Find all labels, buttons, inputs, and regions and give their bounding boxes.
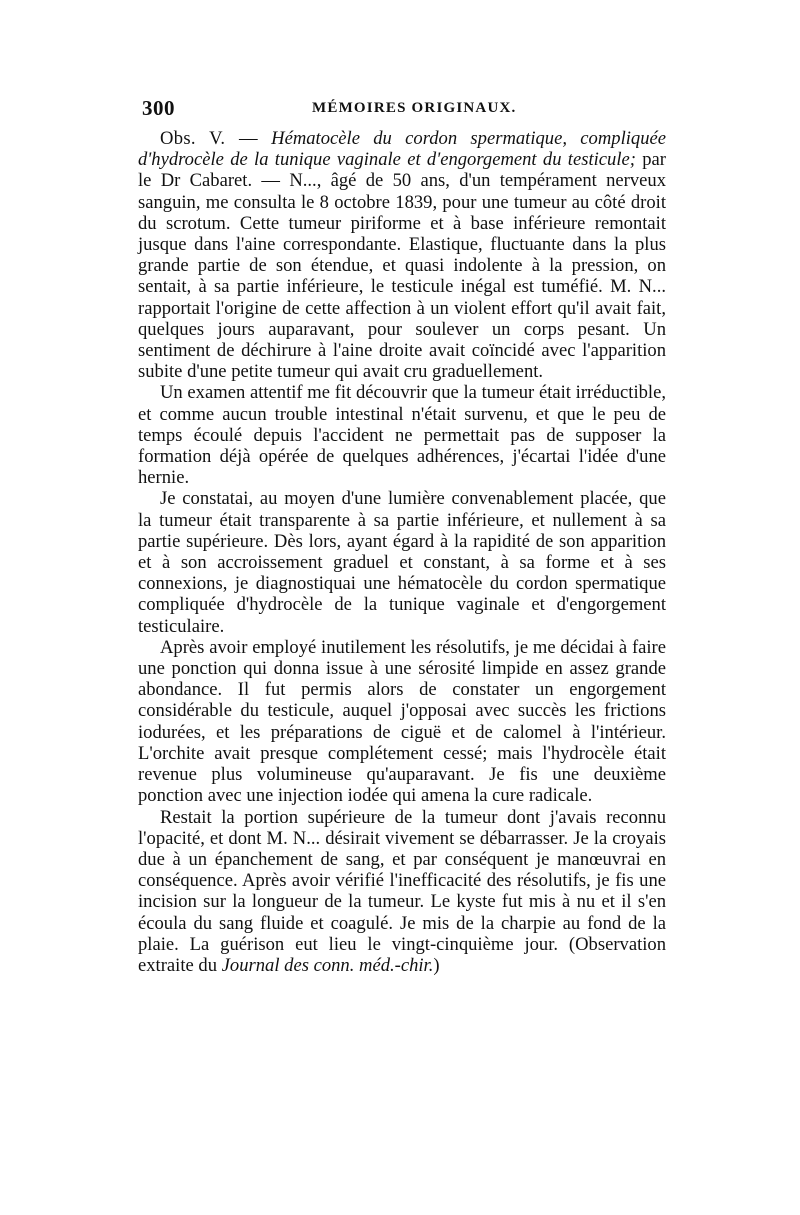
document-page: [138, 96, 666, 976]
running-title: MÉMOIRES ORIGINAUX.: [312, 100, 517, 116]
paragraph-text: Je constatai, au moyen d'une lumière convenablement placée, que la tumeur était transparente à sa partie inférieure, et nullement à sa partie supérieure. Dès lors, ayant égard à la rapidité de son apparition et à son accroissement graduel et constant, à sa forme et à ses connexions, je diagnostiquai une hématocèle du cordon spermatique compliquée d'hydrocèle de la tunique vaginale et d'engorgement testiculaire.: [138, 488, 666, 637]
observation-paragraph-4: [138, 637, 666, 807]
observation-paragraph-1: [138, 128, 666, 382]
paragraph-text: Un examen attentif me fit découvrir que la tumeur était irréductible, et comme aucun trouble intestinal n'était survenu, et que le peu de temps écoulé depuis l'accident ne permettait pas de supposer la formation déjà opérée de quelques adhérences, j'écartai l'idée d'une hernie.: [138, 382, 666, 489]
observation-label: Obs. V. —: [160, 128, 258, 149]
paragraph-text: Après avoir employé inutilement les résolutifs, je me décidai à faire une ponction qui donna issue à une sérosité limpide en assez grande abondance. Il fut permis alors de constater un engorgement considérable du testicule, auquel j'opposai avec succès les frictions iodurées, et les préparations de ciguë et de calomel à l'intérieur. L'orchite avait presque complétement cessé; mais l'hydrocèle était revenue plus volumineuse qu'auparavant. Je fis une deuxième ponction avec une injection iodée qui amena la cure radicale.: [138, 636, 666, 807]
source-journal-title: Journal des conn. méd.-chir.: [221, 954, 434, 976]
observation-paragraph-3: [138, 488, 666, 636]
observation-author: par le Dr Cabaret.: [138, 149, 666, 192]
page-number: 300: [142, 96, 175, 120]
paragraph-text: — N..., âgé de 50 ans, d'un tempérament nerveux sanguin, me consulta le 8 octobre 1839, pour une tumeur au côté droit du scrotum. Cette tumeur piriforme et à base inférieure remontait jusque dans l'aine correspondante. Elastique, fluctuante dans la plus grande partie de son étendue, et quasi indolente à la pression, on sentait, à sa partie inférieure, le testicule inégal est tuméfié. M. N... rapportait l'origine de cette affection à un violent effort qu'il avait fait, quelques jours auparavant, pour soulever un corps pesant. Un sentiment de déchirure à l'aine droite avait coïncidé avec l'apparition subite d'une petite tumeur qui avait cru graduellement.: [138, 170, 666, 383]
observation-title: Hématocèle du cordon spermatique, compliquée d'hydrocèle de la tunique vaginale et d'engorgement du testicule;: [138, 128, 666, 171]
closing-parenthesis: ): [433, 954, 440, 976]
observation-paragraph-5: [138, 807, 666, 977]
observation-paragraph-2: [138, 382, 666, 488]
running-header: [138, 96, 666, 124]
paragraph-text: Restait la portion supérieure de la tumeur dont j'avais reconnu l'opacité, et dont M. N... désirait vivement se débarrasser. Je la croyais due à un épanchement de sang, et par conséquent je manœuvrai en conséquence. Après avoir vérifié l'inefficacité des résolutifs, je fis une incision sur la longueur de la tumeur. Le kyste fut mis à nu et il s'en écoula du sang fluide et coagulé. Je mis de la charpie au fond de la plaie. La guérison eut lieu le vingt-cinquième jour. (Observation extraite du: [138, 806, 666, 976]
